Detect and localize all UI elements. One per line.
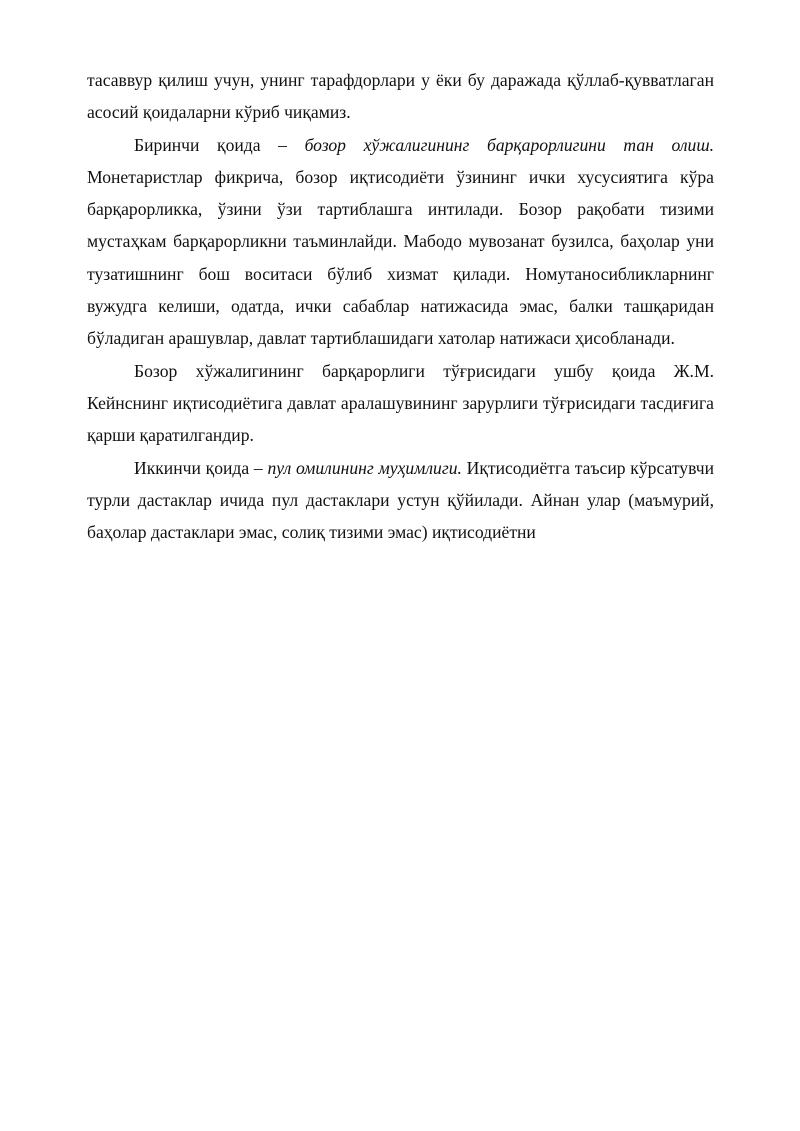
paragraph-3-text: Бозор хўжалигининг барқарорлиги тўғрисидаги ушбу қоида Ж.М. Кейнснинг иқтисодиётига давлат аралашувининг зарурлиги тўғрисидаги тасдиғига қарши қаратилгандир.: [87, 360, 714, 446]
paragraph-2-lead: Биринчи қоида –: [134, 134, 305, 155]
paragraph-3: [87, 355, 714, 452]
document-body: [87, 64, 714, 548]
paragraph-2-emphasis: бозор хўжалигининг барқарорлигини тан олиш.: [304, 134, 714, 155]
paragraph-1-text: тасаввур қилиш учун, унинг тарафдорлари у ёки бу даражада қўллаб-қувватлаган асосий қоидаларни кўриб чиқамиз.: [87, 70, 714, 123]
paragraph-4-text: Иқтисодиётга таъсир кўрсатувчи турли дастаклар ичида пул дастаклари устун қўйилади. Айнан улар (маъмурий, баҳолар дастаклари эмас, солиқ тизими эмас) иқтисодиётни: [87, 457, 714, 543]
paragraph-1: [87, 64, 714, 129]
paragraph-2: [87, 129, 714, 355]
paragraph-4-emphasis: пул омилининг муҳимлиги.: [267, 457, 462, 478]
paragraph-2-text: Монетаристлар фикрича, бозор иқтисодиёти ўзининг ички хусусиятига кўра барқарорликка, ўзини ўзи тартиблашга интилади. Бозор рақобати тизими мустаҳкам барқарорликни таъминлайди. Мабодо мувозанат бузилса, баҳолар уни тузатишнинг бош воситаси бўлиб хизмат қилади. Номутаносибликларнинг вужудга келиши, одатда, ички сабаблар натижасида эмас, балки ташқаридан бўладиган арашувлар, давлат тартиблашидаги хатолар натижаси ҳисобланади.: [87, 166, 714, 349]
paragraph-4-lead: Иккинчи қоида –: [134, 457, 268, 478]
paragraph-4: [87, 452, 714, 549]
